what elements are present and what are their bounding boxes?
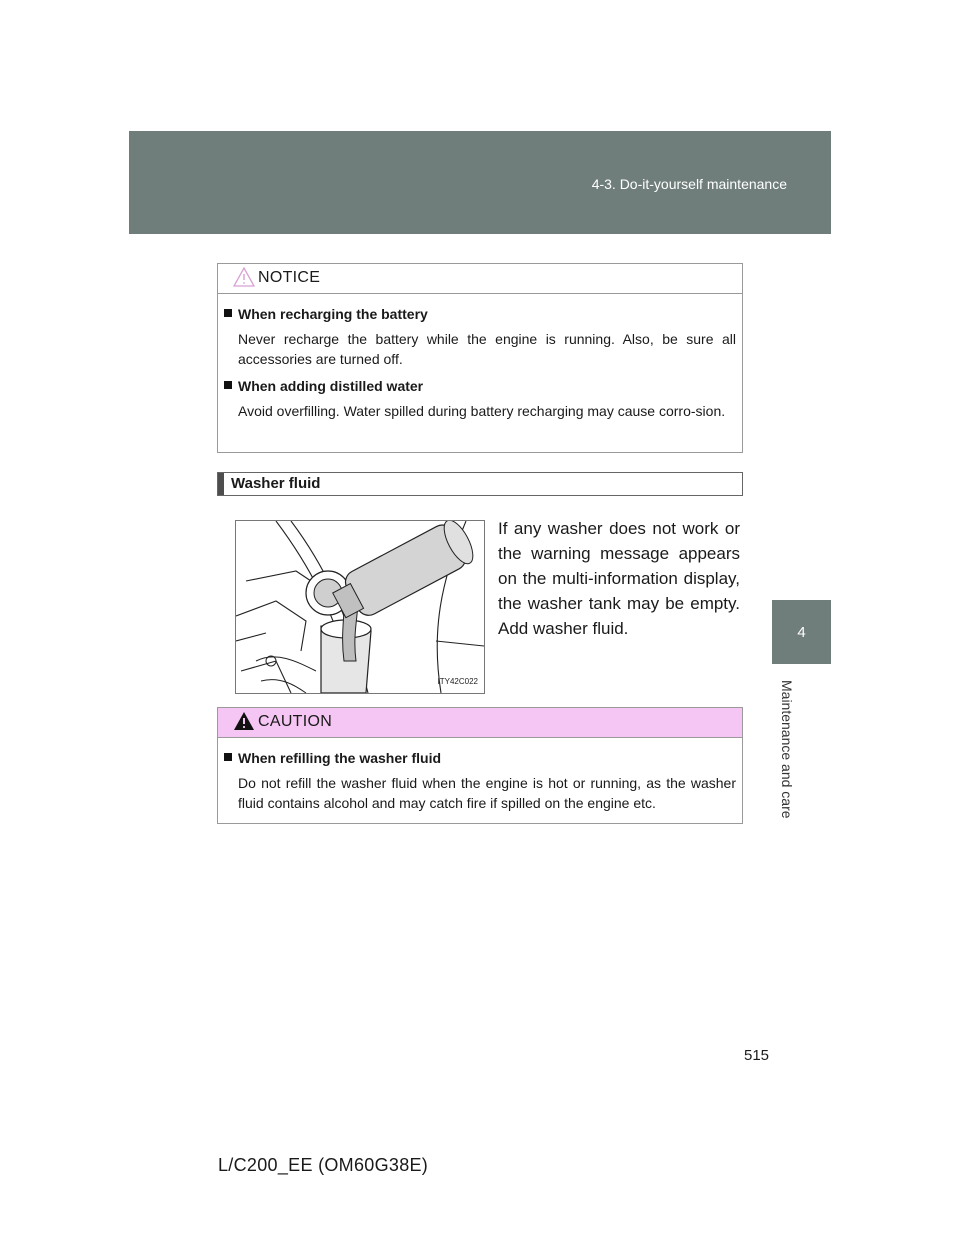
warning-triangle-outline-icon	[233, 267, 255, 287]
notice-item-body: Never recharge the battery while the engine is running. Also, be sure all accessories are turned off.	[238, 331, 736, 367]
notice-item-title: When adding distilled water	[224, 378, 736, 394]
washer-fluid-description: If any washer does not work or the warning message appears on the multi-information display, the washer tank may be empty. Add washer fluid.	[498, 519, 740, 638]
notice-box	[217, 263, 743, 453]
notice-item-body: Avoid overfilling. Water spilled during battery recharging may cause corro-sion.	[238, 403, 726, 419]
caution-box	[217, 707, 743, 824]
section-breadcrumb: 4-3. Do-it-yourself maintenance	[591, 176, 787, 192]
model-code: L/C200_EE (OM60G38E)	[218, 1155, 429, 1175]
header-band	[129, 131, 831, 234]
section-heading	[217, 472, 743, 496]
washer-fluid-illustration	[235, 520, 485, 694]
illustration-code: ITY42C022	[437, 677, 478, 686]
caution-header	[218, 708, 742, 738]
notice-header	[218, 264, 742, 294]
pouring-washer-fluid-image	[236, 521, 484, 693]
warning-triangle-filled-icon	[233, 711, 255, 731]
chapter-tab	[772, 600, 831, 664]
section-title: Washer fluid	[231, 475, 321, 492]
caution-item-title: When refilling the washer fluid	[224, 750, 736, 766]
notice-title: NOTICE	[258, 269, 321, 286]
notice-item-title: When recharging the battery	[224, 306, 736, 322]
caution-item-body: Do not refill the washer fluid when the engine is hot or running, as the washer fluid contains alcohol and may catch fire if spilled on the engine etc.	[238, 775, 736, 811]
chapter-number: 4	[797, 624, 806, 641]
chapter-label-vertical	[773, 680, 801, 820]
caution-title: CAUTION	[258, 713, 333, 730]
chapter-label: Maintenance and care	[779, 680, 795, 819]
page-number: 515	[744, 1047, 770, 1064]
